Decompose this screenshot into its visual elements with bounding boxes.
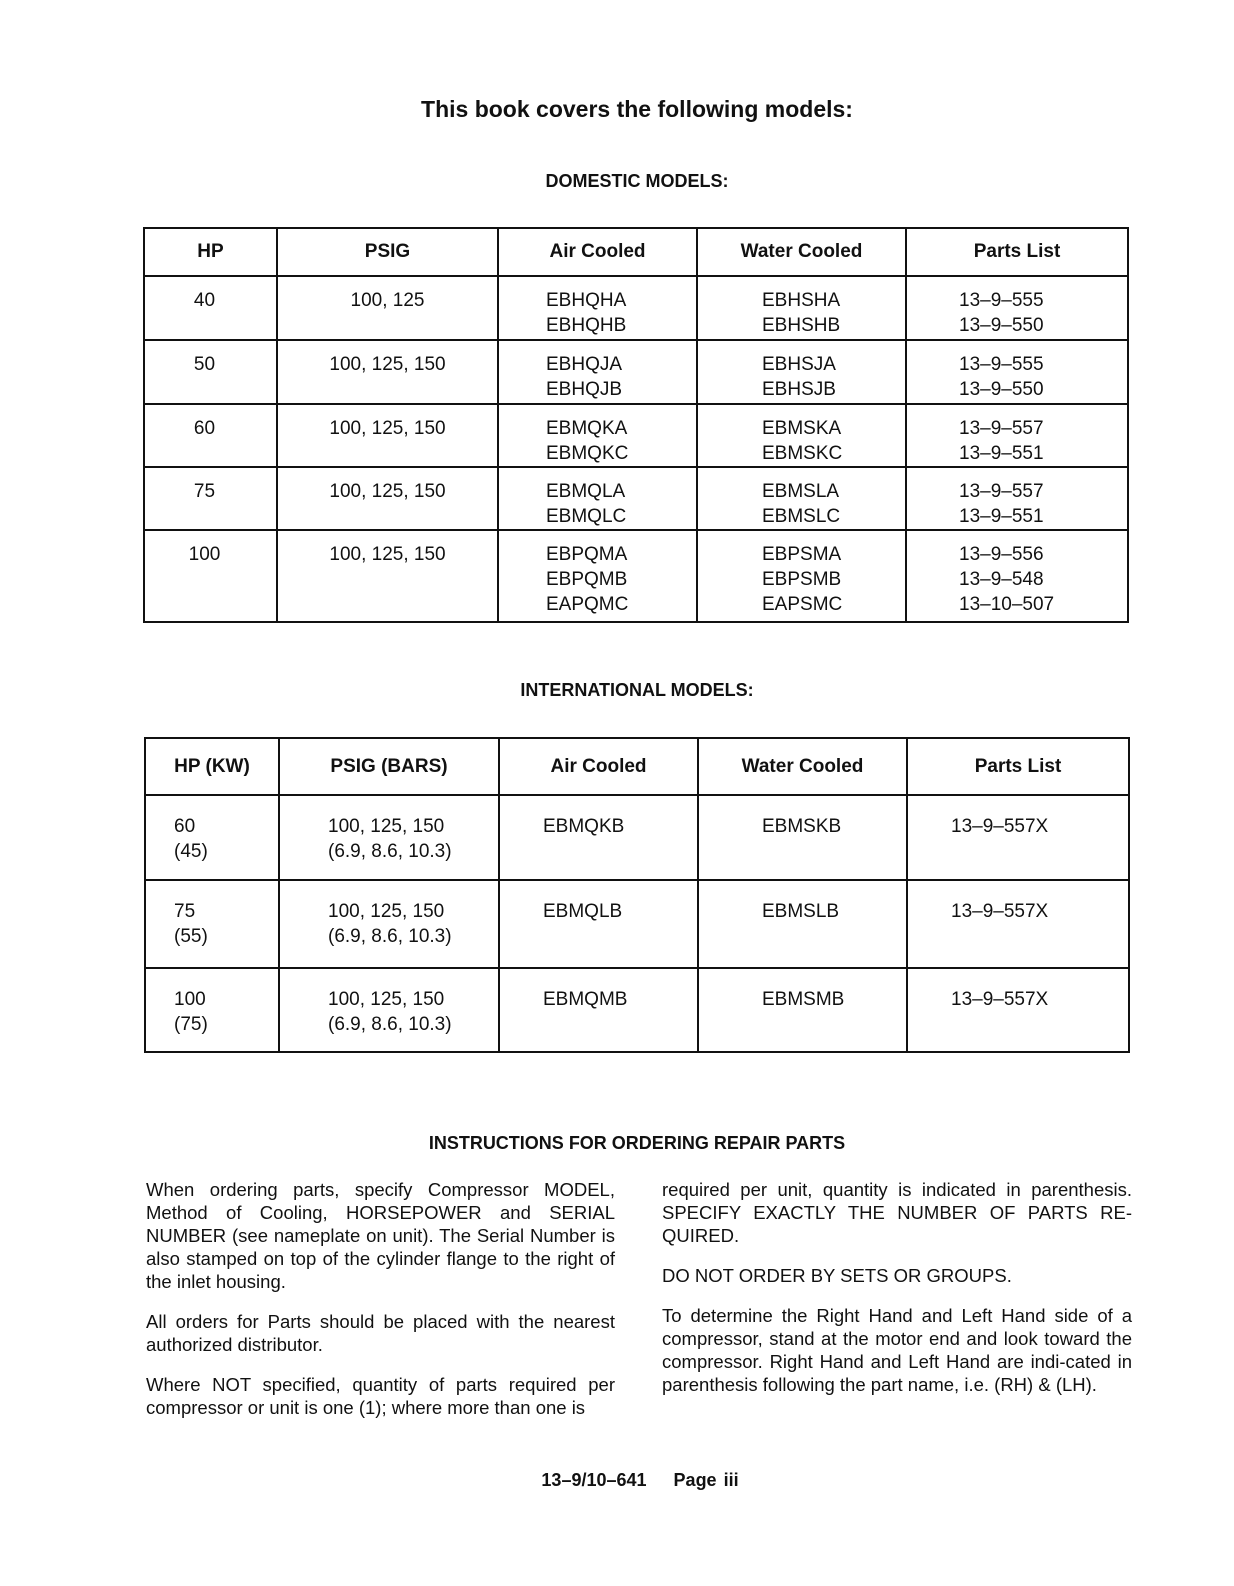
- table-cell-water: [697, 340, 906, 404]
- cell-line: EBMQLC: [546, 506, 627, 527]
- ordering-paragraph: Where NOT specified, quantity of parts required per compressor or unit is one (1); where more than one is: [146, 1374, 615, 1418]
- table-cell-air: [498, 467, 697, 530]
- cell-line: EBHQJB: [546, 379, 623, 400]
- table-cell-psig: [279, 968, 499, 1052]
- cell-line: EBHQHA: [546, 290, 627, 311]
- cell-line: 100, 125, 150: [329, 418, 446, 439]
- table-cell-parts: [906, 404, 1128, 467]
- table-cell-hp: [144, 340, 277, 404]
- table-cell-air: [498, 404, 697, 467]
- cell-line: EBMQMB: [543, 989, 628, 1010]
- cell-line: 100, 125, 150: [328, 901, 445, 922]
- cell-line: (6.9, 8.6, 10.3): [328, 841, 452, 862]
- column-header-psig: PSIG: [277, 228, 498, 276]
- table-row: [144, 530, 1128, 622]
- cell-line: 100, 125, 150: [328, 816, 445, 837]
- table-cell-psig: [277, 340, 498, 404]
- column-header-water-cooled: Water Cooled: [698, 738, 907, 795]
- cell-line: 75: [174, 901, 196, 922]
- cell-line: EBHQHB: [546, 315, 627, 336]
- table-row: [144, 404, 1128, 467]
- cell-line: 13–9–557X: [951, 989, 1049, 1010]
- cell-line: EAPSMC: [762, 594, 843, 615]
- international-models-table: [144, 737, 1130, 1053]
- cell-line: 13–9–557: [959, 418, 1044, 439]
- cell-line: (6.9, 8.6, 10.3): [328, 1014, 452, 1035]
- cell-line: 13–9–551: [959, 443, 1044, 464]
- international-models-heading: INTERNATIONAL MODELS:: [520, 680, 754, 700]
- table-cell-parts: [906, 276, 1128, 340]
- table-cell-water: [698, 880, 907, 968]
- table-cell-hp: [144, 467, 277, 530]
- cell-line: (55): [174, 926, 208, 947]
- cell-line: 100: [188, 544, 221, 565]
- table-cell-water: [697, 404, 906, 467]
- table-cell-psig: [277, 404, 498, 467]
- cell-line: EBMSLC: [762, 506, 841, 527]
- cell-line: EBMSKC: [762, 443, 843, 464]
- table-cell-air: [498, 340, 697, 404]
- cell-line: (45): [174, 841, 208, 862]
- cell-line: 40: [193, 290, 216, 311]
- cell-line: 13–10–507: [959, 594, 1055, 615]
- column-header-water-cooled: Water Cooled: [697, 228, 906, 276]
- table-cell-psig: [279, 880, 499, 968]
- table-cell-parts: [906, 530, 1128, 622]
- cell-line: 13–9–555: [959, 290, 1044, 311]
- ordering-instructions-heading: INSTRUCTIONS FOR ORDERING REPAIR PARTS: [428, 1133, 846, 1153]
- table-cell-air: [498, 530, 697, 622]
- cell-line: EBMSLA: [762, 481, 840, 502]
- cell-line: EBMSKA: [762, 418, 842, 439]
- column-header-hp-kw: HP (KW): [145, 738, 279, 795]
- cell-line: 100, 125: [350, 290, 425, 311]
- cell-line: 50: [193, 354, 216, 375]
- cell-line: EBPQMB: [546, 569, 628, 590]
- cell-line: 13–9–557: [959, 481, 1044, 502]
- table-cell-parts: [907, 880, 1129, 968]
- table-row: [144, 467, 1128, 530]
- table-cell-parts: [907, 795, 1129, 880]
- cell-line: 100: [174, 989, 206, 1010]
- table-cell-water: [697, 530, 906, 622]
- table-cell-air: [499, 880, 698, 968]
- column-header-parts-list: Parts List: [906, 228, 1128, 276]
- page-title: This book covers the following models:: [421, 96, 853, 122]
- column-header-air-cooled: Air Cooled: [499, 738, 698, 795]
- ordering-left-column: [146, 1178, 615, 1436]
- cell-line: (75): [174, 1014, 208, 1035]
- column-header-psig-bars: PSIG (BARS): [279, 738, 499, 795]
- table-cell-parts: [906, 340, 1128, 404]
- cell-line: EBMQKA: [546, 418, 628, 439]
- table-cell-parts: [906, 467, 1128, 530]
- column-header-parts-list: Parts List: [907, 738, 1129, 795]
- cell-line: EBHSJA: [762, 354, 836, 375]
- table-cell-air: [499, 795, 698, 880]
- column-header-hp: HP: [144, 228, 277, 276]
- table-cell-psig: [277, 467, 498, 530]
- cell-line: 13–9–548: [959, 569, 1044, 590]
- table-cell-hp: [145, 795, 279, 880]
- ordering-paragraph: All orders for Parts should be placed with the nearest authorized distributor.: [146, 1311, 615, 1355]
- document-number: 13–9/10–641: [541, 1470, 647, 1490]
- ordering-paragraph: DO NOT ORDER BY SETS OR GROUPS.: [662, 1265, 1012, 1286]
- cell-line: 13–9–557X: [951, 901, 1049, 922]
- cell-line: EBPSMB: [762, 569, 842, 590]
- cell-line: 100, 125, 150: [329, 544, 446, 565]
- table-cell-hp: [144, 404, 277, 467]
- cell-line: EBMSLB: [762, 901, 840, 922]
- cell-line: 100, 125, 150: [329, 354, 446, 375]
- table-cell-water: [697, 276, 906, 340]
- cell-line: 13–9–555: [959, 354, 1044, 375]
- cell-line: EBPQMA: [546, 544, 628, 565]
- cell-line: 60: [193, 418, 216, 439]
- cell-line: 13–9–556: [959, 544, 1044, 565]
- ordering-right-column: [662, 1178, 1132, 1413]
- table-cell-psig: [277, 530, 498, 622]
- cell-line: 100, 125, 150: [329, 481, 446, 502]
- cell-line: EAPQMC: [546, 594, 629, 615]
- table-cell-psig: [277, 276, 498, 340]
- table-cell-air: [498, 276, 697, 340]
- cell-line: EBMQKB: [543, 816, 625, 837]
- cell-line: (6.9, 8.6, 10.3): [328, 926, 452, 947]
- cell-line: EBHQJA: [546, 354, 623, 375]
- table-cell-water: [698, 795, 907, 880]
- cell-line: 100, 125, 150: [328, 989, 445, 1010]
- table-cell-hp: [145, 880, 279, 968]
- cell-line: 75: [193, 481, 216, 502]
- table-row: [145, 795, 1129, 880]
- table-row: [144, 276, 1128, 340]
- table-cell-hp: [144, 276, 277, 340]
- cell-line: EBMSMB: [762, 989, 845, 1010]
- cell-line: 13–9–551: [959, 506, 1044, 527]
- table-cell-water: [698, 968, 907, 1052]
- cell-line: 13–9–557X: [951, 816, 1049, 837]
- ordering-paragraph: required per unit, quantity is indicated in parenthesis. SPECIFY EXACTLY THE NUMBER OF PARTS RE-QUIRED.: [662, 1179, 1132, 1246]
- cell-line: 13–9–550: [959, 379, 1044, 400]
- table-row: [145, 880, 1129, 968]
- table-cell-psig: [279, 795, 499, 880]
- cell-line: 60: [174, 816, 196, 837]
- table-cell-hp: [145, 968, 279, 1052]
- cell-line: EBHSHB: [762, 315, 841, 336]
- table-row: [144, 340, 1128, 404]
- cell-line: EBHSHA: [762, 290, 841, 311]
- cell-line: EBPSMA: [762, 544, 842, 565]
- cell-line: EBMQKC: [546, 443, 629, 464]
- table-cell-parts: [907, 968, 1129, 1052]
- page-footer: [0, 1470, 1234, 1491]
- cell-line: EBMQLB: [543, 901, 623, 922]
- ordering-paragraph: To determine the Right Hand and Left Hand side of a compressor, stand at the motor end and look toward the compressor. Right Hand and Left Hand are indi-cated in parenthesis following the part name, i.e. (RH) & (LH).: [662, 1305, 1132, 1395]
- table-row: [145, 968, 1129, 1052]
- ordering-paragraph: When ordering parts, specify Compressor MODEL, Method of Cooling, HORSEPOWER and SERIAL NUMBER (see nameplate on unit). The Serial Number is also stamped on top of the cylinder flange to the right of the inlet housing.: [146, 1179, 615, 1292]
- cell-line: EBHSJB: [762, 379, 836, 400]
- table-cell-hp: [144, 530, 277, 622]
- column-header-air-cooled: Air Cooled: [498, 228, 697, 276]
- domestic-models-heading: DOMESTIC MODELS:: [545, 171, 729, 191]
- domestic-models-table: [143, 227, 1129, 623]
- page-number: Page iii: [673, 1470, 739, 1490]
- cell-line: EBMQLA: [546, 481, 626, 502]
- cell-line: EBMSKB: [762, 816, 842, 837]
- table-cell-water: [697, 467, 906, 530]
- cell-line: 13–9–550: [959, 315, 1044, 336]
- table-cell-air: [499, 968, 698, 1052]
